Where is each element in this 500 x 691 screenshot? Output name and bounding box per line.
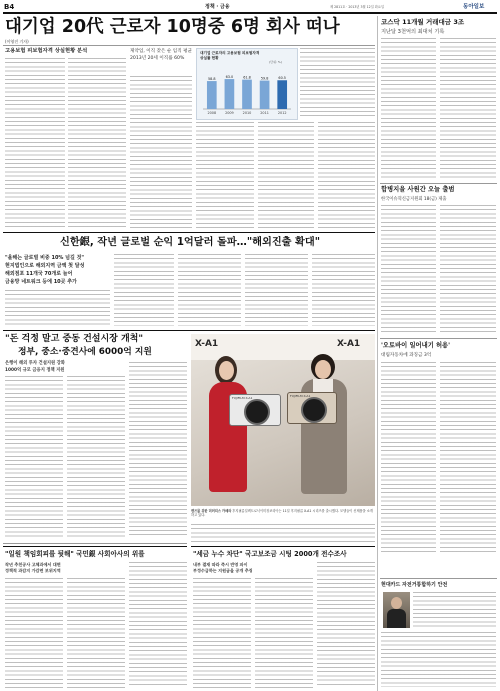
chart-value-label: 58.8: [208, 76, 216, 81]
job-headline: "일원 책임회피를 뒷해" 국민銀 사회아사의 위를: [5, 550, 145, 558]
chart-bar: [260, 81, 270, 109]
chart-bar: [277, 80, 287, 109]
camera-left: [229, 394, 281, 426]
chart-category-label: 2010: [242, 111, 252, 115]
lead-body-col2: [68, 58, 126, 228]
lead-body-col6: [318, 122, 375, 228]
brief-2-subhead: 한국이슈혁신금지원회 18(금) 제출: [381, 197, 447, 202]
camera-left-label: FUJIFILM X-A1: [232, 396, 253, 400]
lead-body-col1: [5, 58, 65, 228]
camera-right-label: FUJIFILM X-A1: [290, 394, 311, 398]
lead-body-col3: [130, 76, 192, 228]
brief-3-subhead: 대림자동차에 과징금 3억: [381, 353, 432, 358]
chart-bar: [225, 79, 235, 109]
brief-1-subhead: 지난달 3천억의 최대치 기록: [381, 29, 445, 35]
banner-left: X-A1: [195, 339, 219, 349]
lead-body-col4: [196, 122, 254, 228]
chart-value-label: 61.8: [243, 75, 251, 80]
chart-category-label: 2012: [277, 111, 287, 115]
chart-category-label: 2008: [207, 111, 217, 115]
lead-body-col6a: [300, 48, 375, 118]
camera-right: [287, 392, 337, 424]
lead-byline: (이영진 기자): [5, 39, 29, 44]
photo-caption: [191, 509, 375, 517]
paper-name: 동아일보: [463, 4, 485, 10]
tax-kicker: 내부 결재 따라 즉시 반영 파이 부정수급하는 지원금을 공개 추징: [193, 562, 253, 574]
page-number: B4: [4, 3, 15, 11]
fujifilm-photo: [191, 334, 375, 506]
chart-plot: [199, 65, 295, 117]
construction-headline: "돈 걱정 말고 중동 건설시장 개척": [5, 334, 144, 344]
chart-category-label: 2009: [225, 111, 234, 115]
brief-2-headline: 합병지을 사원간 오늘 출범: [381, 186, 455, 193]
construction-kicker: 은행이 해외 투자 건설지원 강화 1000억 규모 금융지 정책 지원: [5, 361, 65, 373]
photo-caption-title: 렌즈를 위한 미러리스 카메라: [191, 509, 232, 513]
chart-bar: [242, 80, 252, 109]
issue-date: 제 2811호 · 2013년 3월 12일 화요일: [330, 5, 385, 9]
chart-value-label: 60.5: [278, 76, 286, 81]
tax-headline: "세금 누수 차단" 국고보조금 시팅 2000개 전수조사: [193, 550, 347, 558]
header-rule: [3, 12, 497, 14]
brief-4-photo: [383, 592, 410, 628]
shinhan-quote: "올해는 글로벌 비중 10% 넘길 것" 현지법인으로 해외지역 금액 첫 달성 해외점포 11개국 70개로 늘어 금융망 네트워크 등에 10곳 추가: [5, 255, 85, 285]
banner-right: X-A1: [337, 339, 361, 349]
lead-subhead-1: 고용보험 피보험자격 상실현황 분석: [5, 48, 88, 54]
section-label: 정책 · 금융: [205, 4, 230, 10]
brief-4-headline: 현대카드 자전거통합하기 안전: [381, 582, 448, 588]
chart-value-label: 59.8: [260, 76, 269, 81]
job-kicker: 작년 추천공사 고체과에서 대면 정책적 과감지 가감련 보위지역: [5, 562, 61, 574]
shinhan-headline: 신한銀, 작년 글로벌 순익 1억달러 돌파…"해외진출 확대": [60, 237, 321, 248]
lead-body-col5: [258, 122, 314, 228]
lead-headline: 대기업 20代 근로자 10명중 6명 회사 떠나: [5, 17, 340, 37]
chart-value-label: 63.0: [225, 74, 234, 79]
chart-unit: (단위: %): [269, 60, 282, 64]
photo-caption-text: 후지필름일렉트로닉이미징코리아는 11일 후지필름 X-A1 시리즈를 출시했다. 모델들이 신제품을 소개하고 있다.: [191, 509, 373, 517]
chart-category-label: 2011: [260, 111, 269, 115]
chart-bar: [207, 81, 217, 109]
lead-chart: [196, 48, 298, 120]
lead-subhead-2: 제약업, 이직 잦은 순 임직 평균 2013년 20세 이직률 60%: [130, 49, 193, 61]
chart-title: 대기업 근로자의 고용보험 피보험자격 상실률 현황: [200, 51, 260, 60]
construction-subhead: 정부, 중소·중견사에 6000억 지원: [18, 347, 152, 357]
brief-1-headline: 코스닥 11개월 거래대금 3조: [381, 18, 465, 26]
brief-3-headline: '오토바이 일어내기 허용': [381, 342, 451, 349]
